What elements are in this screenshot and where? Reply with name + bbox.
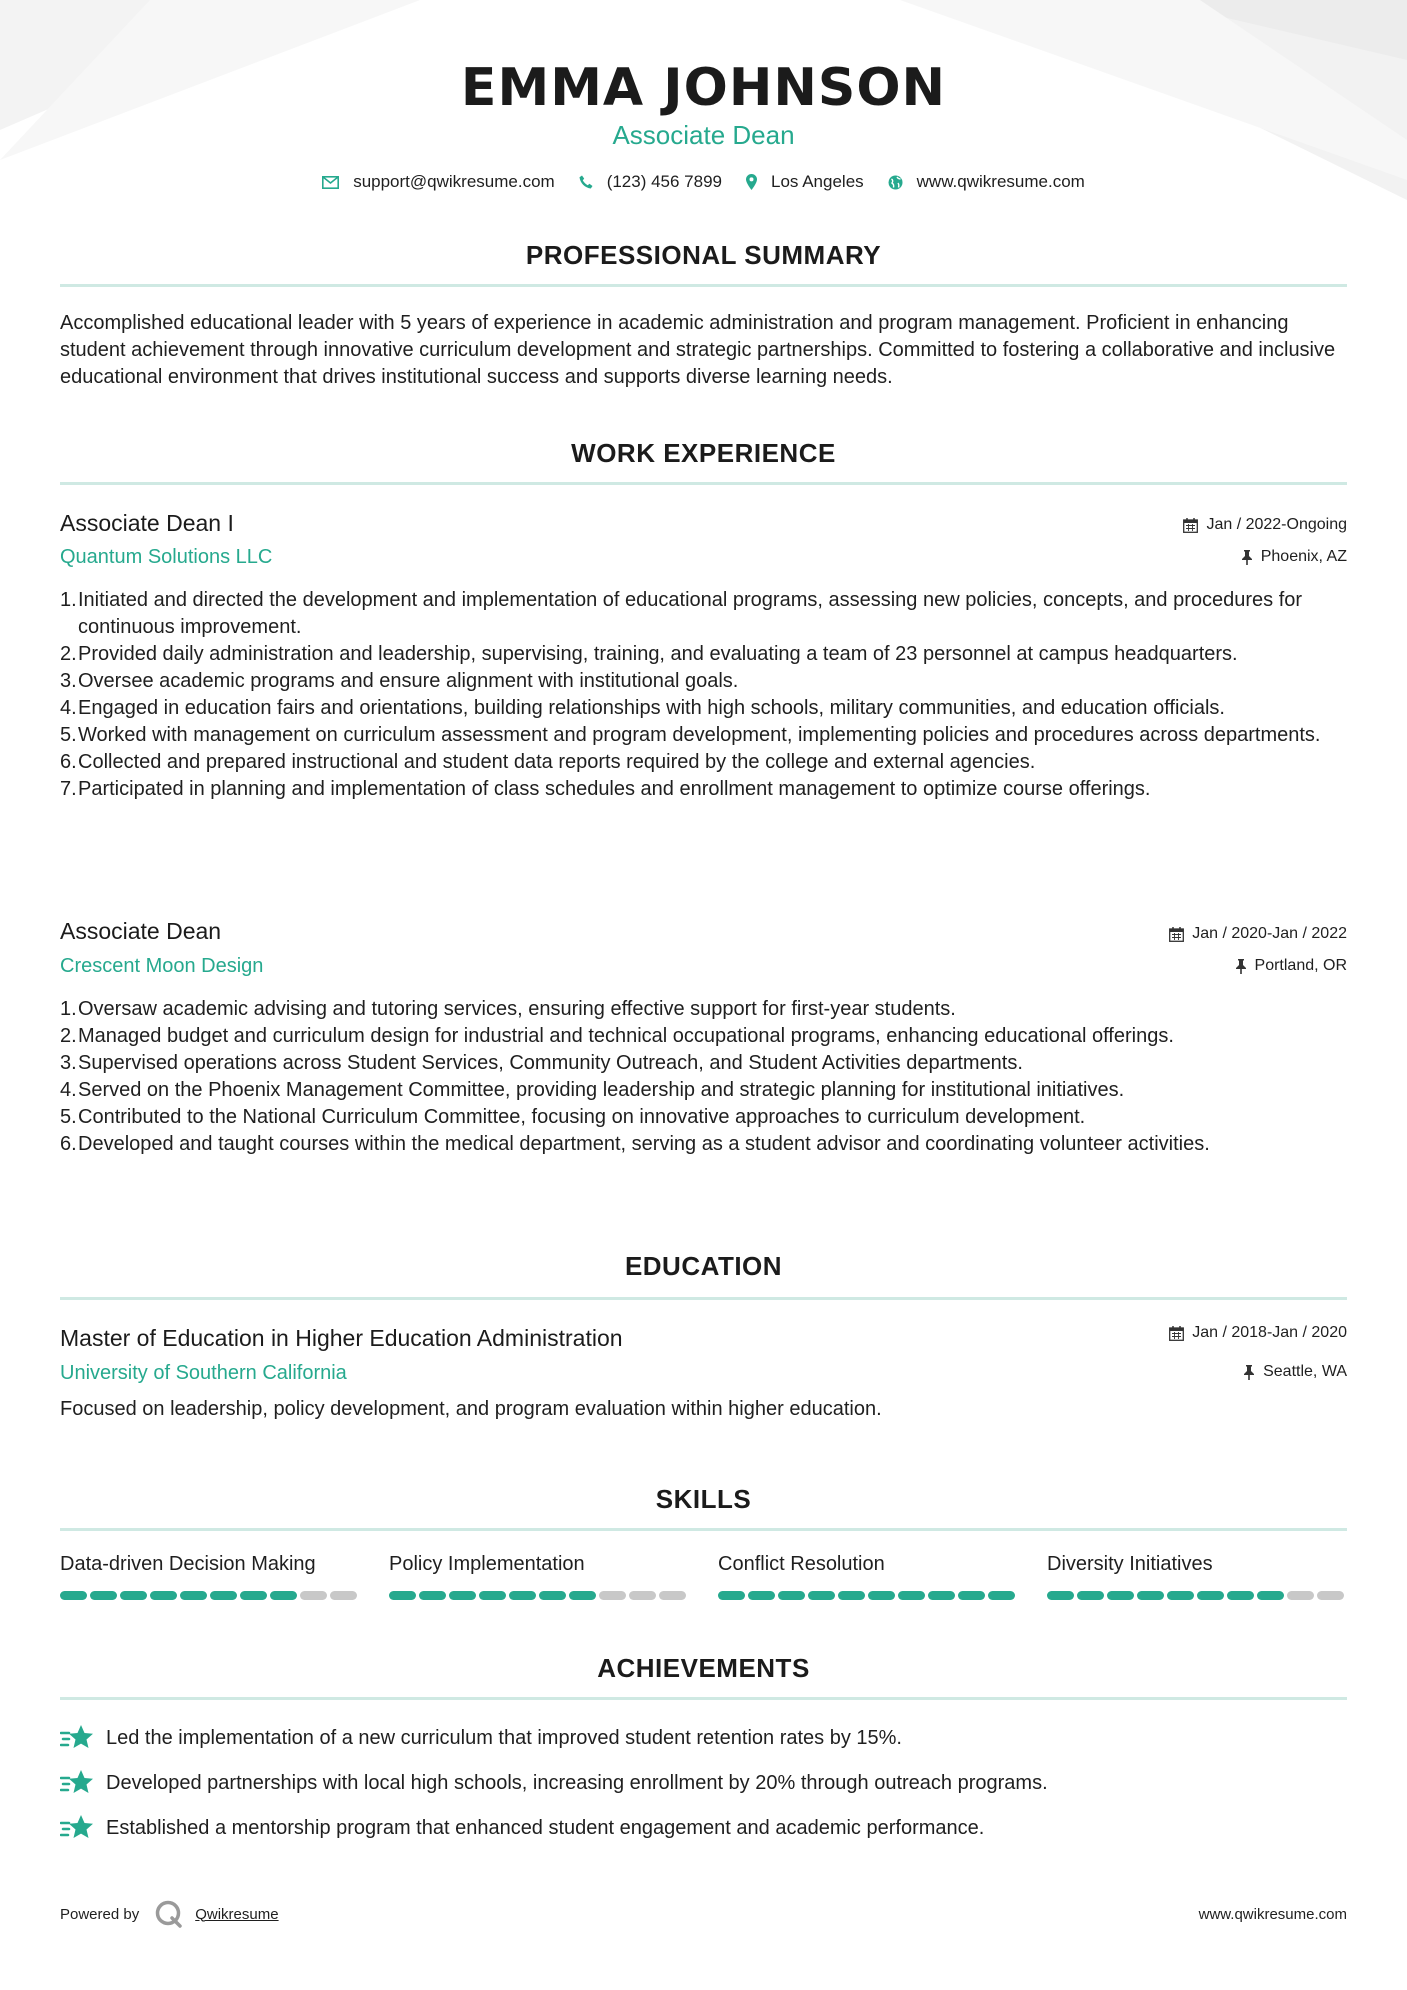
achievement-item xyxy=(60,1724,1347,1752)
skill-dot-empty xyxy=(599,1591,626,1600)
star-icon xyxy=(60,1769,94,1797)
list-item: 3. Supervised operations across Student Services, Community Outreach, and Student Activities departments. xyxy=(60,1052,1023,1074)
skill-item xyxy=(1047,1553,1347,1600)
skill-dot-filled xyxy=(90,1591,117,1600)
skill-dot-filled xyxy=(509,1591,536,1600)
skill-rating xyxy=(60,1591,360,1600)
qwikresume-logo-icon xyxy=(155,1900,183,1928)
email-text: support@qwikresume.com xyxy=(353,172,555,191)
skill-dot-filled xyxy=(808,1591,835,1600)
calendar-icon xyxy=(1169,927,1184,942)
job-bullet-list xyxy=(60,587,1347,803)
list-item: 2. Provided daily administration and leadership, supervising, training, and evaluating a team of 23 personnel at campus headquarters. xyxy=(60,643,1238,665)
skill-dot-filled xyxy=(748,1591,775,1600)
skill-dot-filled xyxy=(569,1591,596,1600)
list-item: 4. Engaged in education fairs and orientations, building relationships with high schools, military communities, and education officials. xyxy=(60,697,1225,719)
contact-bar xyxy=(0,172,1407,192)
company-name: Quantum Solutions LLC xyxy=(60,546,273,568)
achievements-divider xyxy=(60,1697,1347,1700)
summary-heading: PROFESSIONAL SUMMARY xyxy=(525,240,882,270)
pushpin-icon xyxy=(1235,959,1247,974)
education-dates-text: Jan / 2018-Jan / 2020 xyxy=(1192,1324,1347,1341)
education-description: Focused on leadership, policy development, and program evaluation within higher education. xyxy=(60,1398,882,1420)
skill-rating xyxy=(718,1591,1018,1600)
job-bullet-list xyxy=(60,996,1347,1158)
skill-item xyxy=(718,1553,1018,1600)
list-item: 5. Contributed to the National Curriculum Committee, focusing on innovative approaches to curriculum development. xyxy=(60,1106,1086,1128)
achievement-item xyxy=(60,1769,1347,1797)
list-item: 1. Initiated and directed the development and implementation of educational programs, assessing new policies, concepts, and procedures for continuous improvement. xyxy=(60,589,1303,638)
website-text: www.qwikresume.com xyxy=(916,172,1085,191)
skill-dot-empty xyxy=(1287,1591,1314,1600)
skill-dot-filled xyxy=(1137,1591,1164,1600)
list-item: 7. Participated in planning and implementation of class schedules and enrollment management to optimize course offerings. xyxy=(60,778,1151,800)
job-location-text: Phoenix, AZ xyxy=(1260,548,1347,565)
calendar-icon xyxy=(1169,1326,1184,1341)
job-dates-text: Jan / 2022-Ongoing xyxy=(1206,516,1347,533)
skill-dot-filled xyxy=(988,1591,1015,1600)
location-text: Los Angeles xyxy=(771,172,864,191)
skills-list xyxy=(60,1553,1347,1600)
powered-by-label: Powered by xyxy=(60,1905,140,1923)
skill-dot-filled xyxy=(270,1591,297,1600)
skill-name: Policy Implementation xyxy=(389,1553,585,1575)
star-icon xyxy=(60,1724,94,1752)
star-icon xyxy=(60,1814,94,1842)
footer-website[interactable]: www.qwikresume.com xyxy=(1198,1906,1347,1923)
education-location xyxy=(1243,1363,1347,1381)
envelope-icon xyxy=(322,176,339,189)
list-item: 1. Oversaw academic advising and tutoring services, ensuring effective support for first-year students. xyxy=(60,998,956,1020)
phone-text: (123) 456 7899 xyxy=(606,172,723,191)
job-location xyxy=(1235,957,1347,975)
job-dates xyxy=(1183,516,1347,534)
skill-dot-filled xyxy=(539,1591,566,1600)
skill-name: Data-driven Decision Making xyxy=(60,1553,316,1575)
job-location-text: Portland, OR xyxy=(1254,957,1347,974)
contact-website[interactable] xyxy=(888,172,1085,192)
skill-dot-filled xyxy=(150,1591,177,1600)
skill-dot-filled xyxy=(120,1591,147,1600)
globe-icon xyxy=(888,175,903,190)
job-dates xyxy=(1169,925,1347,943)
degree-title: Master of Education in Higher Education Administration xyxy=(60,1325,623,1351)
experience-divider xyxy=(60,482,1347,485)
job-title: Associate Dean I xyxy=(60,510,234,536)
skill-dot-filled xyxy=(928,1591,955,1600)
list-item: 2. Managed budget and curriculum design for industrial and technical occupational programs, enhancing educational offerings. xyxy=(60,1025,1174,1047)
skill-dot-filled xyxy=(1197,1591,1224,1600)
skill-dot-filled xyxy=(1077,1591,1104,1600)
summary-text: Accomplished educational leader with 5 years of experience in academic administration and program management. Proficient in enhancing student achievement through innovative curriculum development and strategic partnerships. Committed to fostering a collaborative and inclusive educational environment that drives institutional success and supports diverse learning needs. xyxy=(60,312,1336,388)
skill-dot-filled xyxy=(240,1591,267,1600)
skill-item xyxy=(389,1553,689,1600)
skill-dot-filled xyxy=(1167,1591,1194,1600)
achievement-item xyxy=(60,1814,1347,1842)
skill-dot-filled xyxy=(449,1591,476,1600)
experience-heading: WORK EXPERIENCE xyxy=(571,438,836,468)
skill-dot-filled xyxy=(898,1591,925,1600)
skill-dot-filled xyxy=(479,1591,506,1600)
skill-name: Conflict Resolution xyxy=(718,1553,885,1575)
skill-dot-empty xyxy=(300,1591,327,1600)
skill-dot-filled xyxy=(210,1591,237,1600)
job-title: Associate Dean xyxy=(60,918,222,944)
achievements-heading: ACHIEVEMENTS xyxy=(597,1653,810,1683)
job-dates-text: Jan / 2020-Jan / 2022 xyxy=(1192,925,1347,942)
skill-dot-filled xyxy=(1107,1591,1134,1600)
company-name: Crescent Moon Design xyxy=(60,955,264,977)
pushpin-icon xyxy=(1241,550,1253,565)
skill-dot-filled xyxy=(838,1591,865,1600)
phone-icon xyxy=(579,175,593,189)
qwikresume-link[interactable]: Qwikresume xyxy=(195,1905,279,1923)
skill-dot-filled xyxy=(868,1591,895,1600)
skill-item xyxy=(60,1553,360,1600)
list-item: 5. Worked with management on curriculum assessment and program development, implementing policies and procedures across departments. xyxy=(60,724,1321,746)
pushpin-icon xyxy=(1243,1365,1255,1380)
skill-dot-empty xyxy=(1317,1591,1344,1600)
skill-dot-filled xyxy=(419,1591,446,1600)
contact-location xyxy=(746,172,864,192)
list-item: 6. Developed and taught courses within the medical department, serving as a student advisor and coordinating volunteer activities. xyxy=(60,1133,1210,1155)
skill-rating xyxy=(1047,1591,1347,1600)
education-divider xyxy=(60,1297,1347,1300)
list-item: 3. Oversee academic programs and ensure alignment with institutional goals. xyxy=(60,670,739,692)
skill-dot-filled xyxy=(1047,1591,1074,1600)
skill-dot-filled xyxy=(778,1591,805,1600)
skill-dot-empty xyxy=(629,1591,656,1600)
skill-dot-filled xyxy=(1257,1591,1284,1600)
summary-divider xyxy=(60,284,1347,287)
skill-name: Diversity Initiatives xyxy=(1047,1553,1213,1575)
education-dates xyxy=(1169,1324,1347,1342)
school-name: University of Southern California xyxy=(60,1362,347,1384)
contact-email[interactable] xyxy=(322,172,555,192)
candidate-name: EMMA JOHNSON xyxy=(460,58,947,118)
list-item: 4. Served on the Phoenix Management Committee, providing leadership and strategic planning for institutional initiatives. xyxy=(60,1079,1125,1101)
skill-dot-filled xyxy=(958,1591,985,1600)
skill-rating xyxy=(389,1591,689,1600)
candidate-title: Associate Dean xyxy=(612,120,795,150)
skill-dot-filled xyxy=(60,1591,87,1600)
education-location-text: Seattle, WA xyxy=(1263,1363,1347,1380)
achievement-text: Developed partnerships with local high schools, increasing enrollment by 20% through outreach programs. xyxy=(106,1771,1048,1794)
achievement-text: Led the implementation of a new curriculum that improved student retention rates by 15%. xyxy=(106,1726,902,1749)
footer-powered-by xyxy=(60,1900,279,1928)
skill-dot-filled xyxy=(718,1591,745,1600)
skill-dot-filled xyxy=(1227,1591,1254,1600)
calendar-icon xyxy=(1183,518,1198,533)
skill-dot-filled xyxy=(180,1591,207,1600)
skills-heading: SKILLS xyxy=(655,1484,752,1514)
skill-dot-filled xyxy=(389,1591,416,1600)
map-pin-icon xyxy=(746,174,757,190)
contact-phone[interactable] xyxy=(579,172,722,192)
job-location xyxy=(1241,548,1347,566)
skill-dot-empty xyxy=(659,1591,686,1600)
skills-divider xyxy=(60,1528,1347,1531)
list-item: 6. Collected and prepared instructional and student data reports required by the college and external agencies. xyxy=(60,751,1036,773)
skill-dot-empty xyxy=(330,1591,357,1600)
achievement-text: Established a mentorship program that enhanced student engagement and academic performance. xyxy=(106,1816,985,1839)
education-heading: EDUCATION xyxy=(624,1251,783,1281)
